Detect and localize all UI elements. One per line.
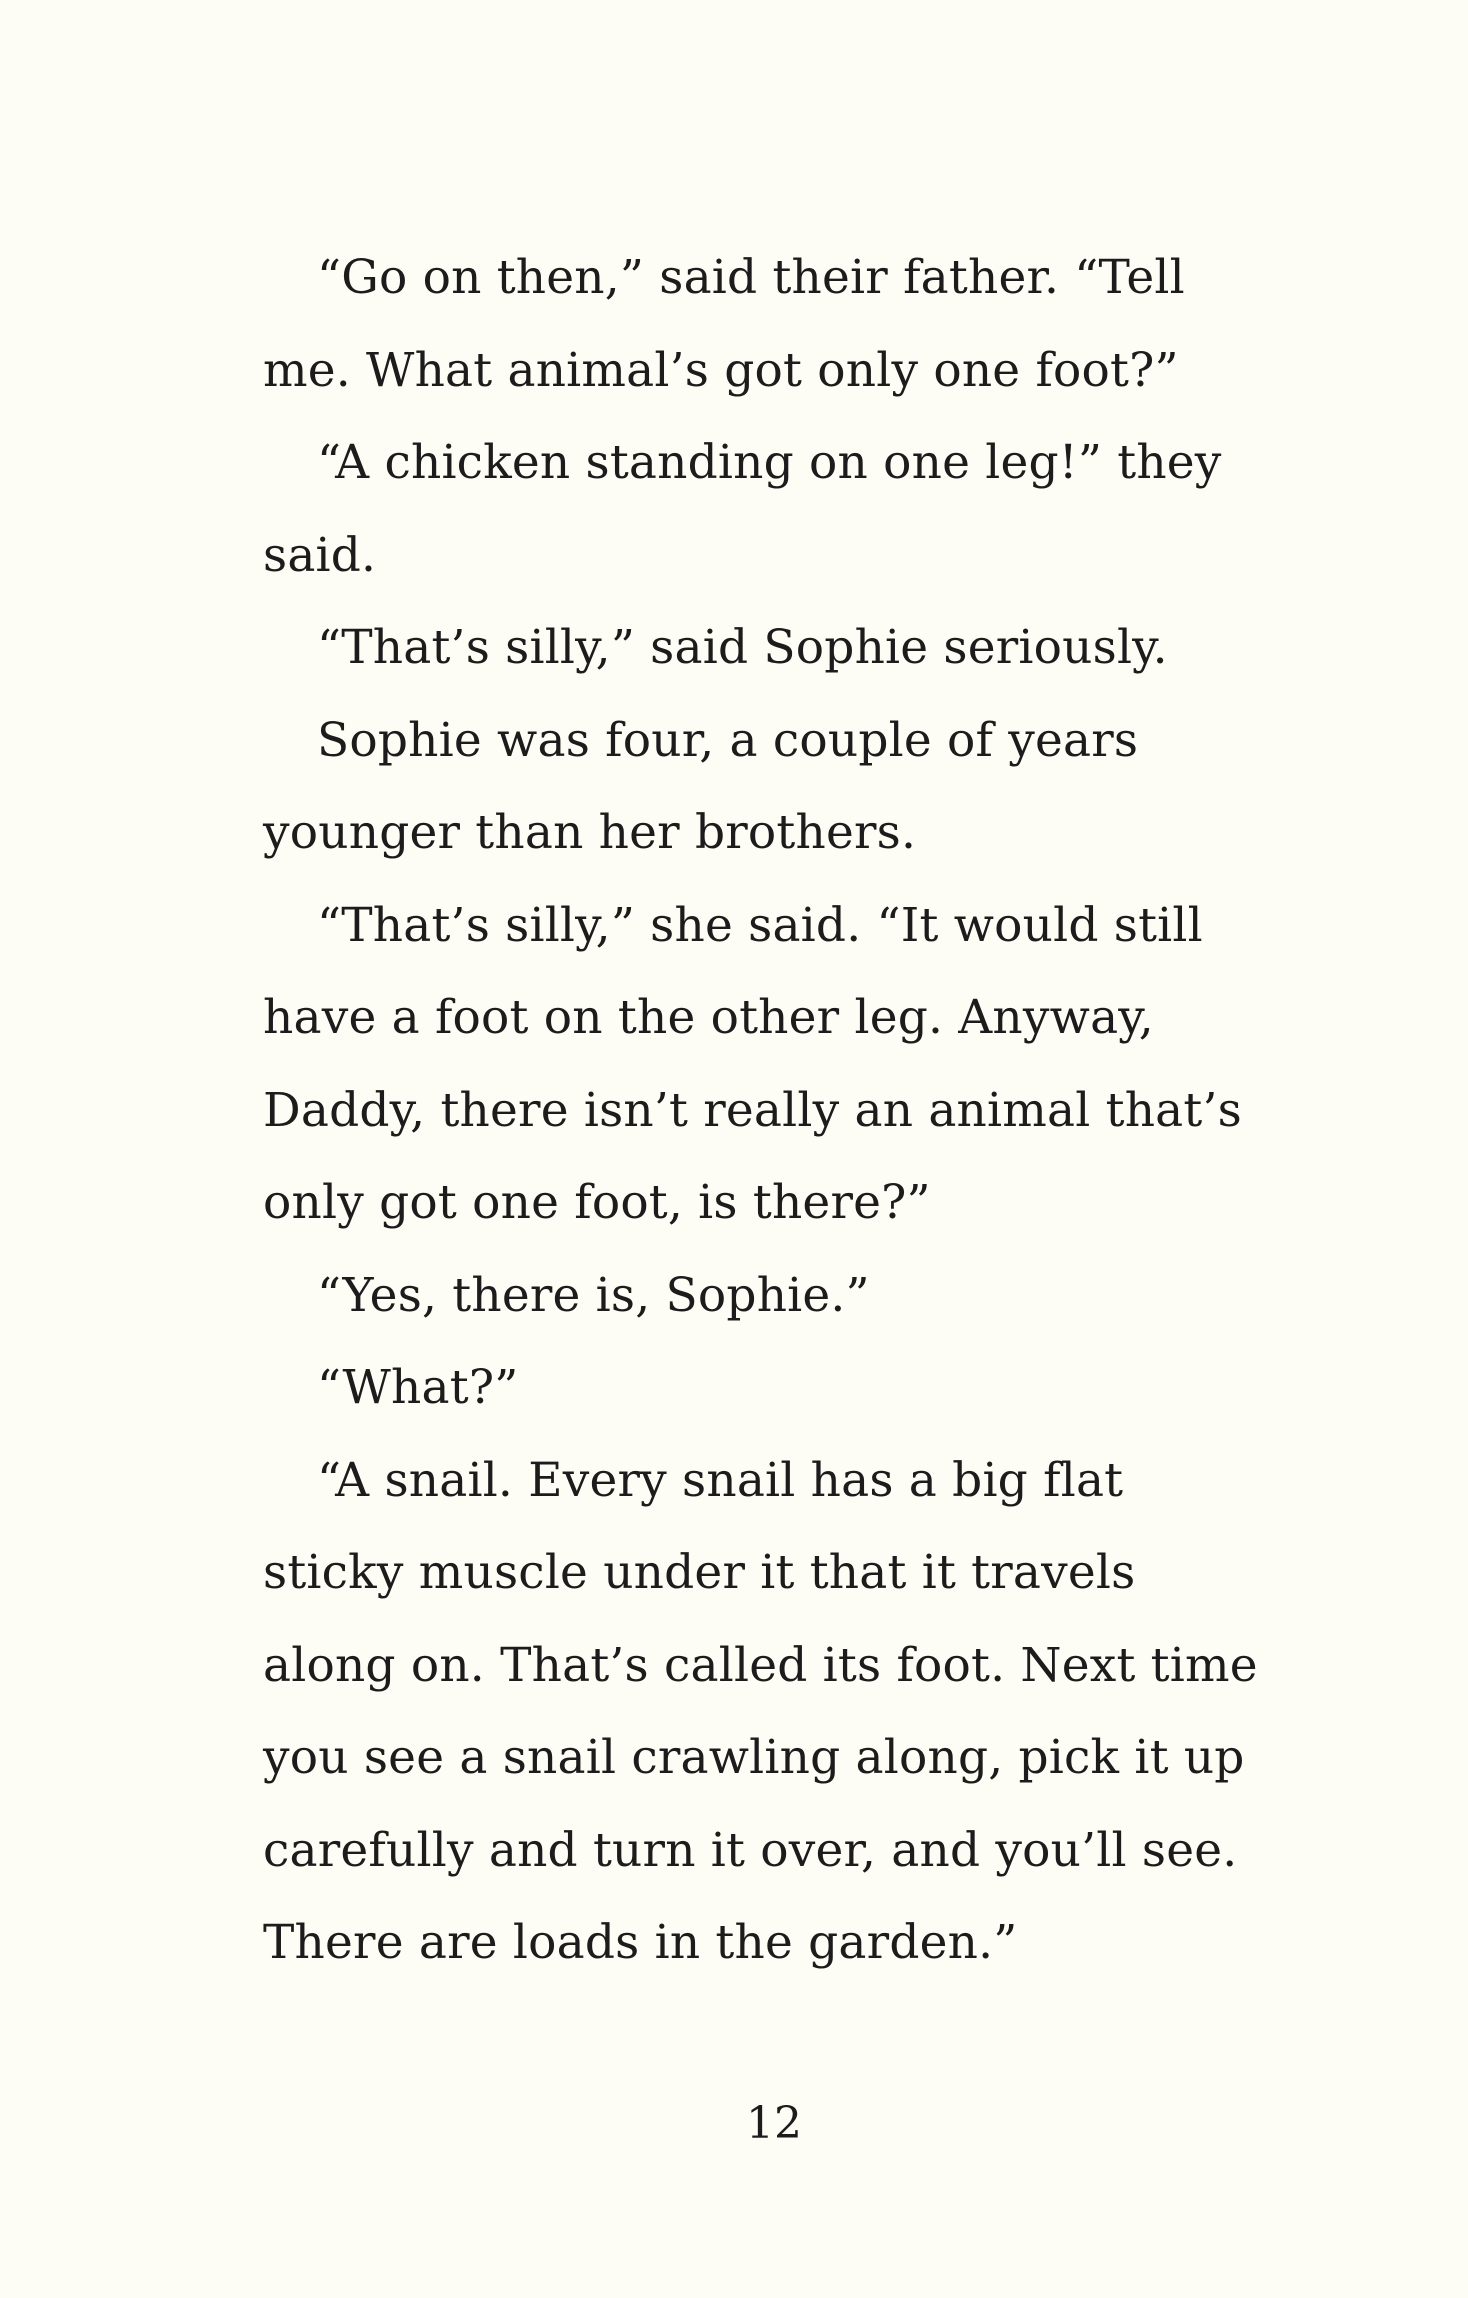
text-line: younger than her brothers. <box>263 805 917 860</box>
text-line: only got one foot, is there?” <box>263 1175 931 1230</box>
text-line: sticky muscle under it that it travels <box>263 1545 1136 1600</box>
body-text <box>263 232 1303 1990</box>
text-line: carefully and turn it over, and you’ll see. <box>263 1822 1238 1878</box>
text-line: “Go on then,” said their father. “Tell <box>317 250 1185 305</box>
text-line: me. What animal’s got only one foot?” <box>263 342 1179 398</box>
text-line: “What?” <box>317 1360 519 1415</box>
text-line: “That’s silly,” said Sophie seriously. <box>317 620 1168 675</box>
text-line: along on. That’s called its foot. Next time <box>263 1637 1258 1693</box>
text-line: you see a snail crawling along, pick it up <box>263 1730 1245 1785</box>
text-line: Sophie was four, a couple of years <box>317 712 1139 768</box>
text-line: Daddy, there isn’t really an animal that’s <box>263 1082 1242 1138</box>
text-line: “That’s silly,” she said. “It would still <box>317 897 1203 953</box>
text-line: said. <box>263 527 377 583</box>
text-line: There are loads in the garden.” <box>263 1915 1018 1970</box>
text-line: “Yes, there is, Sophie.” <box>317 1267 870 1323</box>
page-number: 12 <box>746 2098 802 2149</box>
text-line: “A snail. Every snail has a big flat <box>317 1452 1124 1508</box>
text-line: have a foot on the other leg. Anyway, <box>263 990 1154 1045</box>
text-line: “A chicken standing on one leg!” they <box>317 435 1222 490</box>
